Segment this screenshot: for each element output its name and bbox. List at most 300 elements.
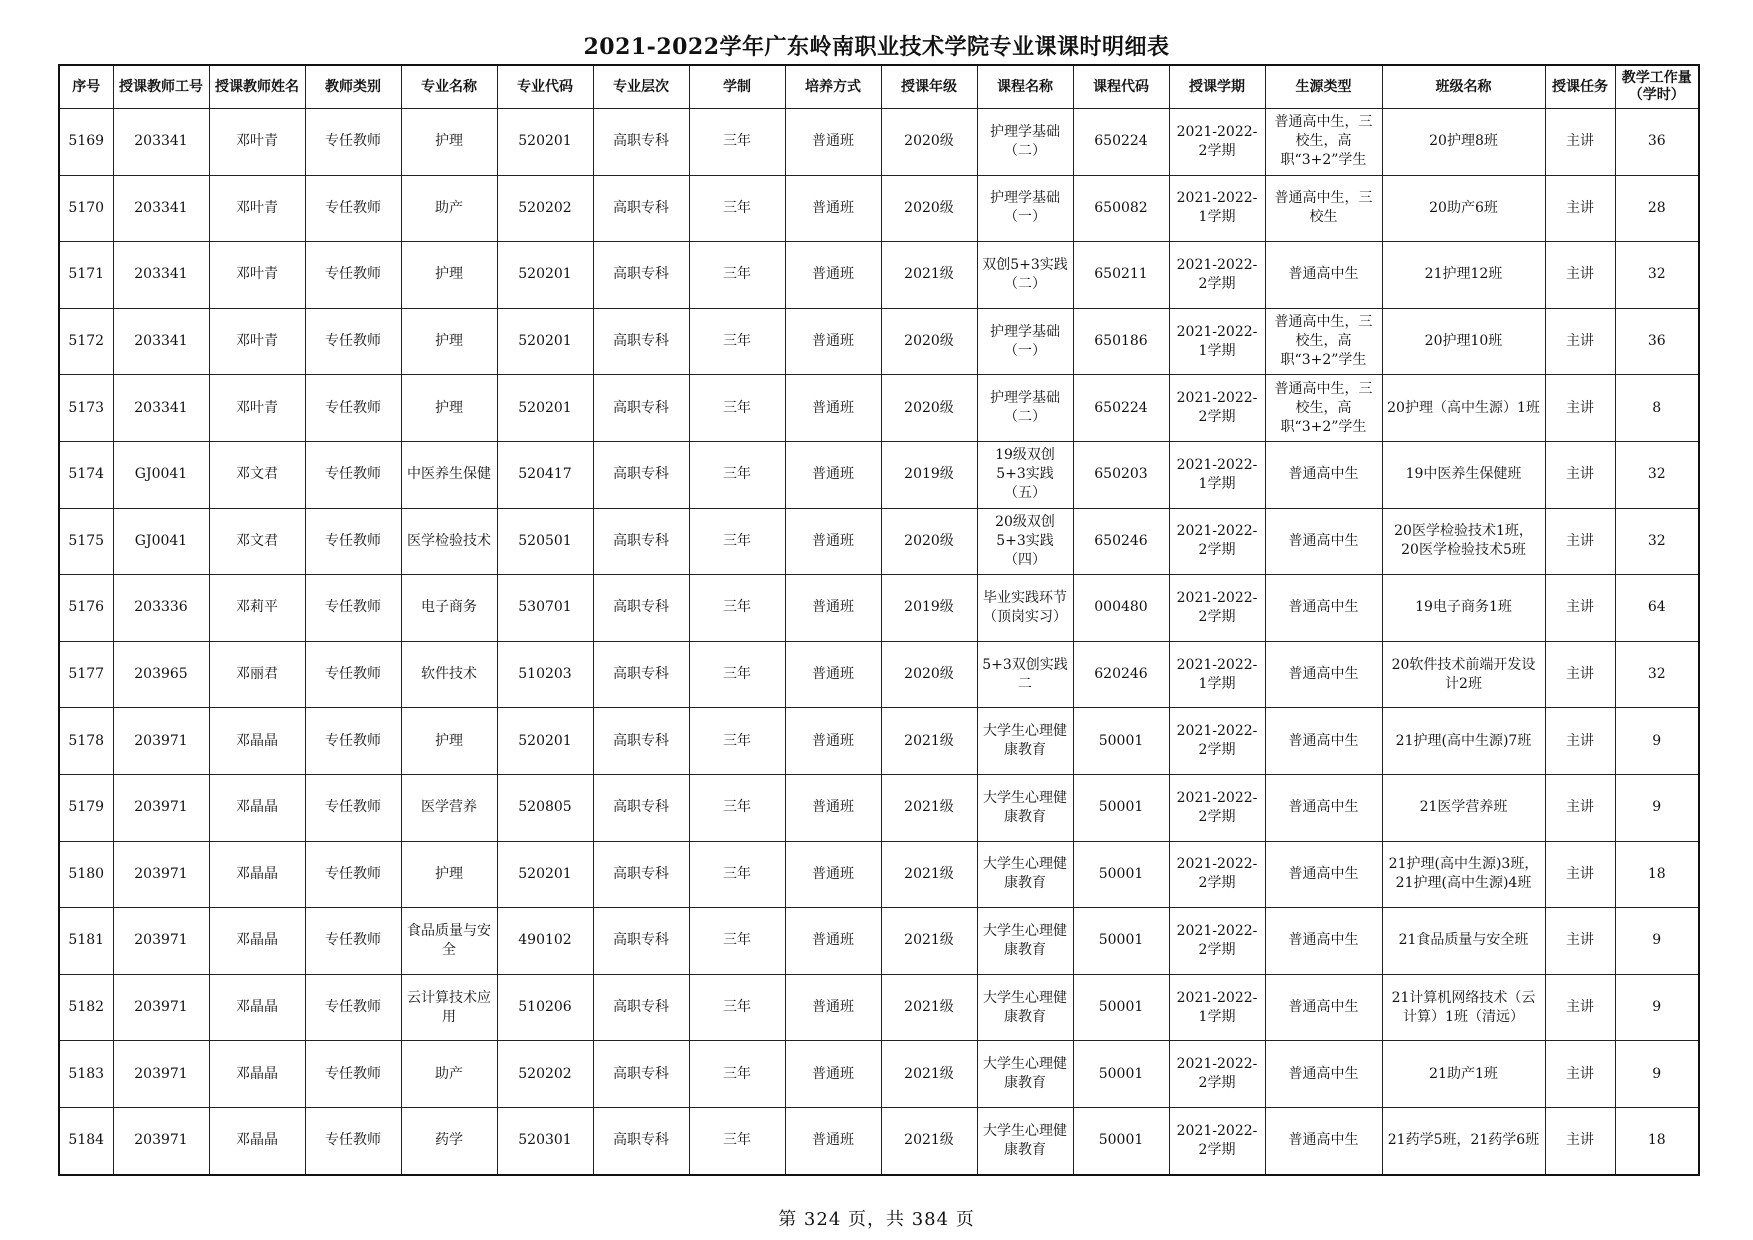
table-cell: 9 <box>1615 908 1699 975</box>
table-cell: 2021-2022-1学期 <box>1169 641 1265 708</box>
table-cell: 21医学营养班 <box>1382 774 1545 841</box>
table-cell: 主讲 <box>1545 308 1615 375</box>
table-cell: 护理 <box>401 109 497 176</box>
table-cell: 主讲 <box>1545 641 1615 708</box>
table-cell: 专任教师 <box>305 575 401 642</box>
table-cell: 三年 <box>689 1041 785 1108</box>
table-cell: 5173 <box>59 375 113 442</box>
table-cell: 5179 <box>59 774 113 841</box>
table-cell: 普通高中生 <box>1265 641 1382 708</box>
table-row <box>59 841 1699 908</box>
table-cell: 专任教师 <box>305 1041 401 1108</box>
table-cell: 2021级 <box>881 908 977 975</box>
table-cell: 2021级 <box>881 774 977 841</box>
table-row <box>59 708 1699 775</box>
column-header: 学制 <box>689 65 785 109</box>
table-cell: 大学生心理健康教育 <box>977 708 1073 775</box>
table-cell: 650224 <box>1073 375 1169 442</box>
column-header: 班级名称 <box>1382 65 1545 109</box>
table-cell: 邓叶青 <box>209 109 305 176</box>
table-cell: 高职专科 <box>593 575 689 642</box>
table-cell: 专任教师 <box>305 841 401 908</box>
table-cell: 三年 <box>689 641 785 708</box>
column-header: 培养方式 <box>785 65 881 109</box>
table-cell: 三年 <box>689 508 785 575</box>
table-cell: 普通班 <box>785 308 881 375</box>
table-cell: 主讲 <box>1545 908 1615 975</box>
table-cell: 000480 <box>1073 575 1169 642</box>
table-cell: 主讲 <box>1545 175 1615 242</box>
page-number: 第 324 页，共 384 页 <box>778 1209 975 1230</box>
table-cell: 三年 <box>689 575 785 642</box>
table-cell: 203336 <box>113 575 209 642</box>
table-cell: 普通班 <box>785 175 881 242</box>
table-cell: 5178 <box>59 708 113 775</box>
column-header: 专业层次 <box>593 65 689 109</box>
table-cell: 普通班 <box>785 641 881 708</box>
table-cell: 620246 <box>1073 641 1169 708</box>
table-cell: 中医养生保健 <box>401 441 497 508</box>
table-cell: 520201 <box>497 308 593 375</box>
table-cell: 专任教师 <box>305 974 401 1041</box>
table-cell: 520201 <box>497 375 593 442</box>
table-cell: 36 <box>1615 308 1699 375</box>
table-cell: 20软件技术前端开发设计2班 <box>1382 641 1545 708</box>
table-cell: 650224 <box>1073 109 1169 176</box>
table-cell: 三年 <box>689 375 785 442</box>
table-cell: 护理 <box>401 708 497 775</box>
table-cell: 2021-2022-2学期 <box>1169 1041 1265 1108</box>
table-cell: 大学生心理健康教育 <box>977 1107 1073 1174</box>
table-cell: 普通高中生，三校生，高职“3+2”学生 <box>1265 109 1382 176</box>
table-cell: 5180 <box>59 841 113 908</box>
table-cell: 三年 <box>689 441 785 508</box>
table-cell: 专任教师 <box>305 175 401 242</box>
table-cell: 医学检验技术 <box>401 508 497 575</box>
table-cell: 9 <box>1615 974 1699 1041</box>
table-cell: 2020级 <box>881 641 977 708</box>
table-cell: 普通班 <box>785 375 881 442</box>
table-cell: 2021-2022-2学期 <box>1169 1107 1265 1174</box>
table-cell: 邓丽君 <box>209 641 305 708</box>
table-cell: 邓叶青 <box>209 242 305 309</box>
table-cell: 普通班 <box>785 1041 881 1108</box>
course-hours-table <box>58 64 1700 1176</box>
table-cell: 高职专科 <box>593 1041 689 1108</box>
table-cell: 490102 <box>497 908 593 975</box>
table-cell: 520201 <box>497 841 593 908</box>
table-cell: 普通班 <box>785 575 881 642</box>
table-cell: 64 <box>1615 575 1699 642</box>
table-cell: 三年 <box>689 841 785 908</box>
table-cell: 203971 <box>113 774 209 841</box>
table-cell: GJ0041 <box>113 508 209 575</box>
table-cell: 邓晶晶 <box>209 908 305 975</box>
table-cell: 203971 <box>113 908 209 975</box>
table-cell: 5170 <box>59 175 113 242</box>
table-row <box>59 974 1699 1041</box>
table-row <box>59 774 1699 841</box>
column-header: 授课教师工号 <box>113 65 209 109</box>
table-cell: 8 <box>1615 375 1699 442</box>
table-cell: 203971 <box>113 841 209 908</box>
table-cell: 50001 <box>1073 1107 1169 1174</box>
table-cell: 510203 <box>497 641 593 708</box>
table-cell: 普通高中生 <box>1265 1107 1382 1174</box>
table-cell: 2021-2022-1学期 <box>1169 441 1265 508</box>
column-header: 专业代码 <box>497 65 593 109</box>
table-cell: 9 <box>1615 708 1699 775</box>
table-cell: 普通高中生 <box>1265 508 1382 575</box>
table-cell: 邓叶青 <box>209 175 305 242</box>
table-cell: 医学营养 <box>401 774 497 841</box>
table-cell: 普通高中生 <box>1265 441 1382 508</box>
table-cell: 2020级 <box>881 375 977 442</box>
table-cell: 21食品质量与安全班 <box>1382 908 1545 975</box>
table-cell: 邓晶晶 <box>209 774 305 841</box>
table-cell: 50001 <box>1073 1041 1169 1108</box>
table-cell: 护理学基础（二） <box>977 109 1073 176</box>
table-cell: 专任教师 <box>305 774 401 841</box>
table-cell: 5177 <box>59 641 113 708</box>
table-cell: 专任教师 <box>305 308 401 375</box>
table-cell: 2021-2022-2学期 <box>1169 109 1265 176</box>
table-cell: 2021-2022-2学期 <box>1169 774 1265 841</box>
table-cell: 普通班 <box>785 974 881 1041</box>
table-row <box>59 641 1699 708</box>
table-cell: 食品质量与安全 <box>401 908 497 975</box>
table-cell: 2021-2022-2学期 <box>1169 575 1265 642</box>
table-cell: 三年 <box>689 974 785 1041</box>
table-cell: 普通班 <box>785 841 881 908</box>
table-cell: 高职专科 <box>593 774 689 841</box>
table-cell: 520301 <box>497 1107 593 1174</box>
table-cell: 高职专科 <box>593 1107 689 1174</box>
table-cell: 高职专科 <box>593 641 689 708</box>
table-cell: 28 <box>1615 175 1699 242</box>
table-cell: 32 <box>1615 641 1699 708</box>
column-header: 生源类型 <box>1265 65 1382 109</box>
table-cell: 高职专科 <box>593 175 689 242</box>
table-cell: 专任教师 <box>305 109 401 176</box>
table-cell: 2021-2022-1学期 <box>1169 974 1265 1041</box>
table-cell: 主讲 <box>1545 508 1615 575</box>
table-cell: 2021级 <box>881 242 977 309</box>
table-row <box>59 1041 1699 1108</box>
table-cell: 2021-2022-1学期 <box>1169 308 1265 375</box>
column-header: 教师类别 <box>305 65 401 109</box>
table-cell: 毕业实践环节（顶岗实习） <box>977 575 1073 642</box>
table-cell: 普通高中生 <box>1265 974 1382 1041</box>
column-header: 课程代码 <box>1073 65 1169 109</box>
table-cell: 护理 <box>401 375 497 442</box>
table-cell: 5172 <box>59 308 113 375</box>
table-cell: 5181 <box>59 908 113 975</box>
table-cell: 5183 <box>59 1041 113 1108</box>
table-cell: 主讲 <box>1545 575 1615 642</box>
table-cell: 三年 <box>689 175 785 242</box>
table-cell: 普通高中生 <box>1265 708 1382 775</box>
table-cell: 普通班 <box>785 242 881 309</box>
table-cell: 主讲 <box>1545 1041 1615 1108</box>
table-cell: 2020级 <box>881 175 977 242</box>
table-cell: 19级双创5+3实践（五） <box>977 441 1073 508</box>
table-cell: 2021级 <box>881 1107 977 1174</box>
table-cell: 21计算机网络技术（云计算）1班（清远） <box>1382 974 1545 1041</box>
table-cell: 高职专科 <box>593 508 689 575</box>
table-cell: 510206 <box>497 974 593 1041</box>
table-cell: 普通高中生，三校生 <box>1265 175 1382 242</box>
page-title: 2021-2022学年广东岭南职业技术学院专业课课时明细表 <box>583 34 1170 60</box>
table-cell: 50001 <box>1073 708 1169 775</box>
table-cell: 520202 <box>497 175 593 242</box>
table-cell: 5175 <box>59 508 113 575</box>
table-cell: 5184 <box>59 1107 113 1174</box>
table-cell: 专任教师 <box>305 375 401 442</box>
table-cell: 203341 <box>113 375 209 442</box>
table-cell: 护理学基础（二） <box>977 375 1073 442</box>
table-row <box>59 908 1699 975</box>
table-cell: 邓莉平 <box>209 575 305 642</box>
table-cell: 650203 <box>1073 441 1169 508</box>
table-cell: 2020级 <box>881 308 977 375</box>
table-cell: 2021-2022-2学期 <box>1169 908 1265 975</box>
table-cell: 邓文君 <box>209 441 305 508</box>
table-cell: 2019级 <box>881 441 977 508</box>
table-cell: 护理 <box>401 308 497 375</box>
table-cell: 2021级 <box>881 708 977 775</box>
table-cell: 普通高中生 <box>1265 1041 1382 1108</box>
table-cell: 20级双创5+3实践（四） <box>977 508 1073 575</box>
table-cell: 530701 <box>497 575 593 642</box>
table-cell: 高职专科 <box>593 308 689 375</box>
table-cell: 专任教师 <box>305 641 401 708</box>
table-cell: 普通高中生 <box>1265 242 1382 309</box>
table-cell: 21药学5班，21药学6班 <box>1382 1107 1545 1174</box>
table-cell: 2021级 <box>881 841 977 908</box>
table-cell: 护理 <box>401 242 497 309</box>
table-row <box>59 441 1699 508</box>
table-cell: 20护理8班 <box>1382 109 1545 176</box>
table-cell: 50001 <box>1073 841 1169 908</box>
table-cell: 5176 <box>59 575 113 642</box>
table-cell: 高职专科 <box>593 974 689 1041</box>
table-cell: 药学 <box>401 1107 497 1174</box>
table-cell: 专任教师 <box>305 708 401 775</box>
table-cell: 203341 <box>113 109 209 176</box>
table-cell: 203341 <box>113 175 209 242</box>
table-cell: 高职专科 <box>593 375 689 442</box>
table-row <box>59 109 1699 176</box>
table-cell: 主讲 <box>1545 708 1615 775</box>
table-cell: 普通高中生 <box>1265 841 1382 908</box>
table-cell: 邓晶晶 <box>209 708 305 775</box>
table-cell: 大学生心理健康教育 <box>977 1041 1073 1108</box>
table-cell: 专任教师 <box>305 908 401 975</box>
table-cell: 2021级 <box>881 974 977 1041</box>
table-cell: 2021-2022-2学期 <box>1169 508 1265 575</box>
table-cell: 普通高中生 <box>1265 575 1382 642</box>
table-cell: 云计算技术应用 <box>401 974 497 1041</box>
table-row <box>59 508 1699 575</box>
table-cell: 9 <box>1615 774 1699 841</box>
table-cell: 护理学基础（一） <box>977 175 1073 242</box>
table-cell: 36 <box>1615 109 1699 176</box>
table-row <box>59 175 1699 242</box>
table-cell: 主讲 <box>1545 441 1615 508</box>
table-cell: 2021-2022-2学期 <box>1169 708 1265 775</box>
table-cell: 邓晶晶 <box>209 841 305 908</box>
table-cell: 20护理10班 <box>1382 308 1545 375</box>
table-cell: 护理 <box>401 841 497 908</box>
column-header: 序号 <box>59 65 113 109</box>
table-cell: 专任教师 <box>305 242 401 309</box>
table-cell: 主讲 <box>1545 375 1615 442</box>
table-cell: 50001 <box>1073 774 1169 841</box>
table-cell: 18 <box>1615 1107 1699 1174</box>
column-header: 授课年级 <box>881 65 977 109</box>
table-cell: 主讲 <box>1545 109 1615 176</box>
table-cell: 203965 <box>113 641 209 708</box>
table-cell: 三年 <box>689 908 785 975</box>
table-cell: 5182 <box>59 974 113 1041</box>
table-cell: 大学生心理健康教育 <box>977 774 1073 841</box>
table-row <box>59 242 1699 309</box>
header-row <box>59 65 1699 109</box>
table-cell: 三年 <box>689 1107 785 1174</box>
table-cell: 520202 <box>497 1041 593 1108</box>
table-cell: 650186 <box>1073 308 1169 375</box>
table-cell: 普通班 <box>785 1107 881 1174</box>
table-cell: 203971 <box>113 708 209 775</box>
table-cell: 主讲 <box>1545 1107 1615 1174</box>
table-cell: 2020级 <box>881 109 977 176</box>
table-cell: 2021级 <box>881 1041 977 1108</box>
table-cell: 专任教师 <box>305 1107 401 1174</box>
table-cell: 19中医养生保健班 <box>1382 441 1545 508</box>
table-cell: 普通班 <box>785 908 881 975</box>
table-cell: 三年 <box>689 109 785 176</box>
table-cell: 普通班 <box>785 774 881 841</box>
table-cell: 2021-2022-2学期 <box>1169 242 1265 309</box>
table-cell: 普通班 <box>785 441 881 508</box>
table-cell: 19电子商务1班 <box>1382 575 1545 642</box>
table-cell: 三年 <box>689 308 785 375</box>
table-cell: 20助产6班 <box>1382 175 1545 242</box>
table-cell: 邓晶晶 <box>209 1041 305 1108</box>
table-cell: 50001 <box>1073 974 1169 1041</box>
table-body <box>59 109 1699 1175</box>
table-cell: 邓晶晶 <box>209 1107 305 1174</box>
table-cell: 650082 <box>1073 175 1169 242</box>
table-cell: 助产 <box>401 175 497 242</box>
table-cell: 大学生心理健康教育 <box>977 908 1073 975</box>
table-cell: 520805 <box>497 774 593 841</box>
table-cell: 普通班 <box>785 508 881 575</box>
column-header: 授课任务 <box>1545 65 1615 109</box>
table-cell: 2021-2022-2学期 <box>1169 841 1265 908</box>
table-cell: 650211 <box>1073 242 1169 309</box>
table-cell: 三年 <box>689 242 785 309</box>
table-cell: 50001 <box>1073 908 1169 975</box>
table-cell: 2020级 <box>881 508 977 575</box>
table-cell: 20护理（高中生源）1班 <box>1382 375 1545 442</box>
table-cell: 32 <box>1615 508 1699 575</box>
table-cell: 21助产1班 <box>1382 1041 1545 1108</box>
table-row <box>59 308 1699 375</box>
table-cell: 邓叶青 <box>209 375 305 442</box>
table-cell: 5171 <box>59 242 113 309</box>
table-cell: 助产 <box>401 1041 497 1108</box>
table-cell: 520201 <box>497 708 593 775</box>
table-cell: 三年 <box>689 774 785 841</box>
table-cell: 21护理(高中生源)3班，21护理(高中生源)4班 <box>1382 841 1545 908</box>
column-header: 授课学期 <box>1169 65 1265 109</box>
table-cell: 20医学检验技术1班，20医学检验技术5班 <box>1382 508 1545 575</box>
table-cell: 高职专科 <box>593 708 689 775</box>
table-cell: 主讲 <box>1545 242 1615 309</box>
table-cell: 普通高中生，三校生，高职“3+2”学生 <box>1265 308 1382 375</box>
table-cell: 5+3双创实践二 <box>977 641 1073 708</box>
table-cell: 21护理12班 <box>1382 242 1545 309</box>
table-cell: 邓文君 <box>209 508 305 575</box>
table-cell: 大学生心理健康教育 <box>977 841 1073 908</box>
column-header: 课程名称 <box>977 65 1073 109</box>
table-cell: 32 <box>1615 242 1699 309</box>
column-header: 专业名称 <box>401 65 497 109</box>
table-cell: 主讲 <box>1545 841 1615 908</box>
table-cell: GJ0041 <box>113 441 209 508</box>
table-cell: 普通班 <box>785 708 881 775</box>
table-cell: 203971 <box>113 1041 209 1108</box>
table-cell: 普通班 <box>785 109 881 176</box>
table-cell: 电子商务 <box>401 575 497 642</box>
table-cell: 2019级 <box>881 575 977 642</box>
table-cell: 520417 <box>497 441 593 508</box>
table-cell: 主讲 <box>1545 974 1615 1041</box>
table-cell: 203971 <box>113 974 209 1041</box>
column-header: 授课教师姓名 <box>209 65 305 109</box>
table-cell: 21护理(高中生源)7班 <box>1382 708 1545 775</box>
table-cell: 2021-2022-2学期 <box>1169 375 1265 442</box>
table-cell: 三年 <box>689 708 785 775</box>
table-cell: 203341 <box>113 308 209 375</box>
table-cell: 5174 <box>59 441 113 508</box>
table-cell: 邓叶青 <box>209 308 305 375</box>
table-cell: 高职专科 <box>593 908 689 975</box>
table-cell: 专任教师 <box>305 441 401 508</box>
table-cell: 5169 <box>59 109 113 176</box>
table-cell: 520501 <box>497 508 593 575</box>
table-cell: 普通高中生 <box>1265 774 1382 841</box>
table-cell: 双创5+3实践（二） <box>977 242 1073 309</box>
table-cell: 650246 <box>1073 508 1169 575</box>
table-cell: 高职专科 <box>593 242 689 309</box>
table-cell: 软件技术 <box>401 641 497 708</box>
table-cell: 520201 <box>497 109 593 176</box>
table-cell: 18 <box>1615 841 1699 908</box>
table-cell: 普通高中生，三校生，高职“3+2”学生 <box>1265 375 1382 442</box>
table-row <box>59 1107 1699 1174</box>
table-cell: 高职专科 <box>593 841 689 908</box>
table-cell: 9 <box>1615 1041 1699 1108</box>
table-row <box>59 375 1699 442</box>
table-cell: 高职专科 <box>593 109 689 176</box>
table-cell: 520201 <box>497 242 593 309</box>
table-cell: 高职专科 <box>593 441 689 508</box>
table-cell: 大学生心理健康教育 <box>977 974 1073 1041</box>
table-cell: 203341 <box>113 242 209 309</box>
